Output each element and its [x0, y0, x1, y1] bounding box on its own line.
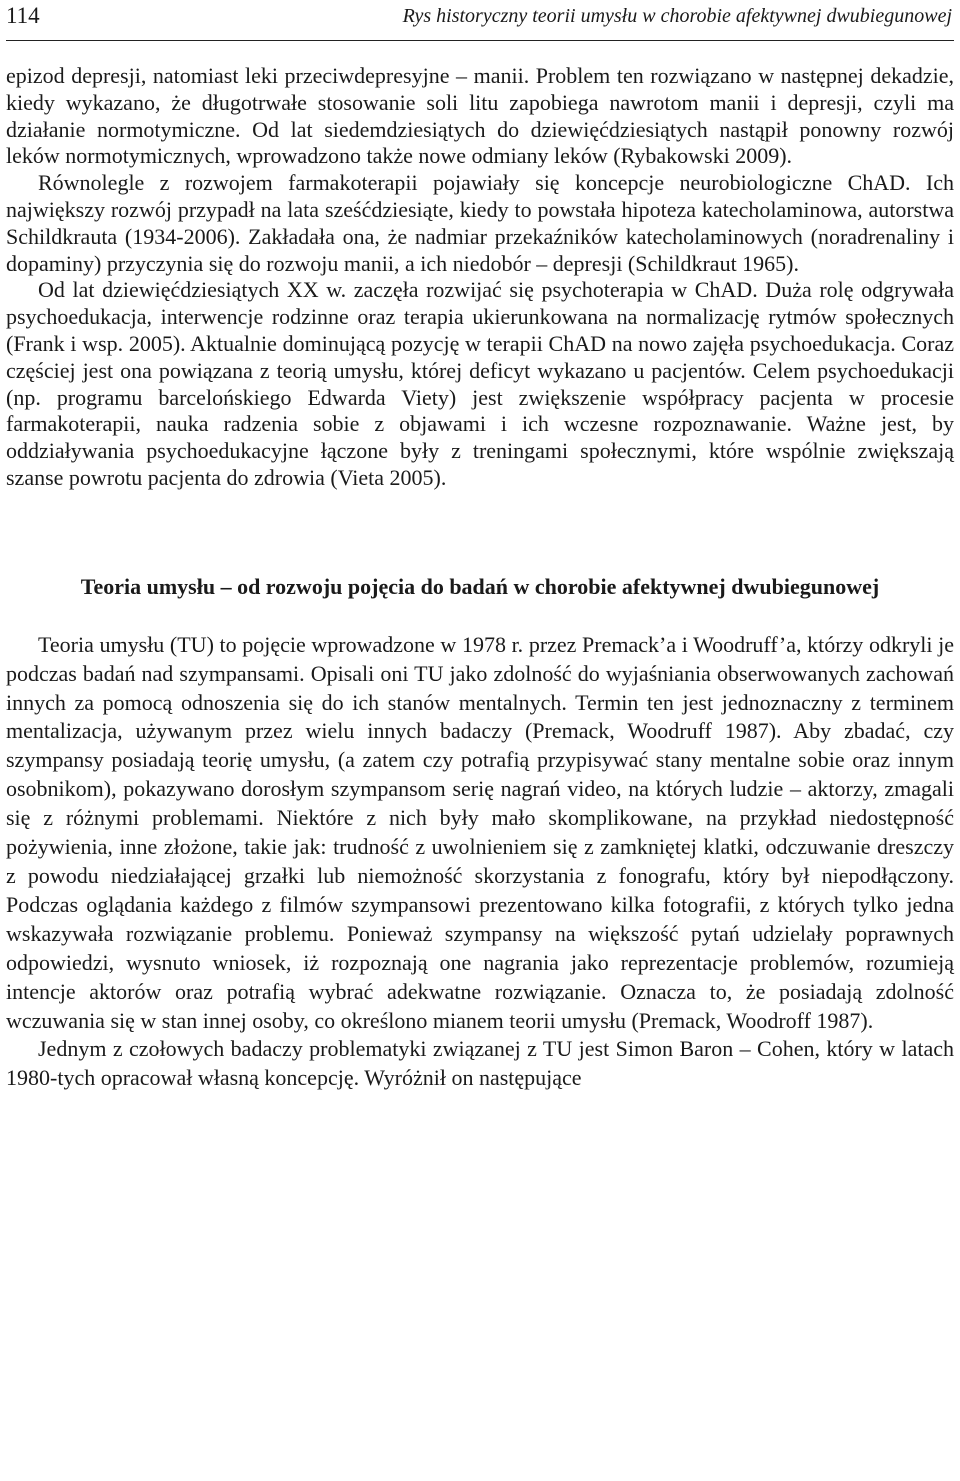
paragraph: epizod depresji, natomiast leki przeciwdepresyjne – manii. Problem ten rozwiązano w następnej dekadzie, kiedy wykazano, że długotrwałe stosowanie soli litu zapobiega nawrotom manii i depresji, czyli ma działanie normotymiczne. Od lat siedemdziesiątych do dziewięćdziesiątych nastąpił ponowny rozwój leków normotymicznych, wprowadzono także nowe odmiany leków (Rybakowski 2009).: [6, 63, 954, 169]
running-header: [6, 0, 954, 41]
section-body: [6, 631, 954, 1094]
paragraph: Od lat dziewięćdziesiątych XX w. zaczęła rozwijać się psychoterapia w ChAD. Duża rolę odgrywała psychoedukacja, interwencje rodzinne oraz terapia ukierunkowana na normalizację rytmów społecznych (Frank i wsp. 2005). Aktualnie dominującą pozycję w terapii ChAD na nowo zajęła psychoedukacja. Coraz częściej jest ona powiązana z teorią umysłu, której deficyt wykazano u pacjentów. Celem psychoedukacji (np. programu barcelońskiego Edwarda Viety) jest zwiększenie współpracy pacjenta w procesie farmakoterapii, nauka radzenia sobie z objawami i ich wczesne rozpoznawanie. Ważne jest, by oddziaływania psychoedukacyjne łączone były z treningami społecznymi, które wspólnie zwiększają szanse powrotu pacjenta do zdrowia (Vieta 2005).: [6, 277, 954, 490]
page-number: 114: [6, 3, 40, 28]
paragraph: Teoria umysłu (TU) to pojęcie wprowadzone w 1978 r. przez Premack’a i Woodruff’a, którzy odkryli je podczas badań nad szympansami. Opisali oni TU jako zdolność do wyjaśniania obserwowanych zachowań innych za pomocą odnoszenia się do ich stanów mentalnych. Termin ten jest jednoznaczny z terminem mentalizacja, używanym przez wielu innych badaczy (Premack, Woodruff 1987). Aby zbadać, czy szympansy posiadają teorię umysłu, (a zatem czy potrafią przypisywać stany mentalne sobie oraz innym osobnikom), pokazywano dorosłym szympansom serię nagrań video, na których ludzie – aktorzy, zmagali się z różnymi problemami. Niektóre z nich były mało skomplikowane, na przykład niedostępność pożywienia, inne złożone, takie jak: trudność z uwolnieniem się z zamkniętej klatki, odczuwanie dreszczy z powodu niedziałającej grzałki lub niemożność skorzystania z fonografu, który był niepodłączony. Podczas oglądania każdego z filmów szympansowi prezentowano kilka fotografii, z których tylko jedna wskazywała rozwiązanie problemu. Ponieważ szympansy na większość pytań udzielały poprawnych odpowiedzi, wysnuto wniosek, iż rozpoznają one nagrania jako reprezentacje problemów, rozumieją intencje aktorów oraz potrafią wybrać adekwatne rozwiązanie. Oznacza to, że posiadają zdolność wczuwania się w stan innej osoby, co określono mianem teorii umysłu (Premack, Woodroff 1987).: [6, 631, 954, 1033]
section-heading: Teoria umysłu – od rozwoju pojęcia do badań w chorobie afektywnej dwubiegunowej: [80, 573, 880, 599]
body-text: [6, 63, 954, 492]
running-title: Rys historyczny teorii umysłu w chorobie afektywnej dwubiegunowej: [402, 5, 952, 27]
paragraph: Równolegle z rozwojem farmakoterapii pojawiały się koncepcje neurobiologiczne ChAD. Ich największy rozwój przypadł na lata sześćdziesiąte, kiedy to powstała hipoteza katecholaminowa, autorstwa Schildkrauta (1934-2006). Zakładała ona, że nadmiar przekaźników katecholaminowych (noradrenaliny i dopaminy) przyczynia się do rozwoju manii, a ich niedobór – depresji (Schildkraut 1965).: [6, 170, 954, 276]
paragraph: Jednym z czołowych badaczy problematyki związanej z TU jest Simon Baron – Cohen, który w latach 1980-tych opracował własną koncepcję. Wyróżnił on następujące: [6, 1036, 954, 1091]
